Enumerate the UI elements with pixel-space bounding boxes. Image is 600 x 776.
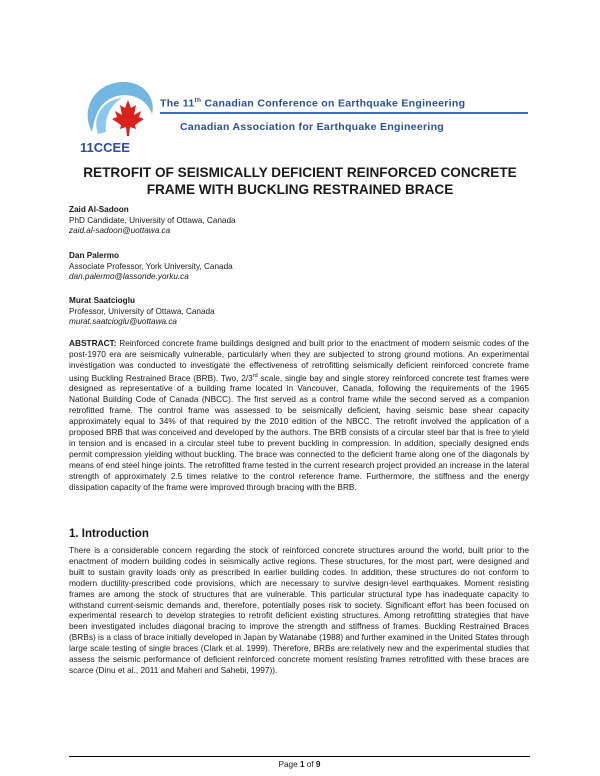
author-name: Dan Palermo <box>69 251 120 260</box>
author-affiliation: Professor, University of Ottawa, Canada <box>69 306 215 316</box>
section-heading: 1. Introduction <box>69 528 149 540</box>
author-block <box>69 251 233 283</box>
logo-text: 11CCEE <box>80 140 130 155</box>
author-name: Murat Saatcioglu <box>69 296 135 305</box>
abstract-label: ABSTRACT: <box>69 338 117 348</box>
author-email: dan.palermo@lassonde.yorku.ca <box>69 272 189 282</box>
author-name: Zaid Al-Sadoon <box>69 205 129 214</box>
author-email: zaid.al-sadoon@uottawa.ca <box>69 226 171 236</box>
author-block <box>69 296 215 328</box>
footer-rule <box>69 756 530 757</box>
author-affiliation: Associate Professor, York University, Canada <box>69 261 233 271</box>
association-title: Canadian Association for Earthquake Engineering <box>180 121 445 133</box>
page-footer: Page 1 of 9 <box>278 760 321 769</box>
author-block <box>69 205 236 237</box>
header-rule <box>160 112 528 114</box>
conference-title: The 11th Canadian Conference on Earthquake Engineering <box>160 97 466 110</box>
author-email: murat.saatcioglu@uottawa.ca <box>69 317 177 327</box>
paper-title: RETROFIT OF SEISMICALLY DEFICIENT REINFORCED CONCRETE FRAME WITH BUCKLING RESTRAINED BRACE <box>83 165 517 197</box>
conference-logo <box>72 70 164 162</box>
abstract: ABSTRACT: Reinforced concrete frame buildings designed and built prior to the enactment of modern seismic codes of the post-1970 era are seismically vulnerable, particularly when they are subjected to strong ground motions. An experimental investigation was conducted to investigate the effectiveness of retrofitting seismically deficient reinforced concrete frame using Buckling Restrained Brace (BRB). Two, 2/3rd scale, single bay and single storey reinforced concrete test frames were designed as representative of a building frame located in Vancouver, Canada, following the requirements of the 1965 National Building Code of Canada (NBCC). The first served as a control frame while the second served as a companion retrofitted frame. The control frame was assessed to be seismically deficient, having seismic base shear capacity approximately equal to 34% of that required by the 2010 edition of the NBCC. The retrofit involved the application of a proposed BRB that was conceived and developed by the authors. The BRB consists of a circular steel bar that is free to yield in tension and is encased in a circular steel tube to prevent buckling in compression. In addition, specially designed ends permit compression yielding without buckling. The brace was connected to the deficient frame along one of the diagonals by means of end steel hinge joints. The retrofitted frame tested in the current research project provided an increase in the lateral strength of approximately 2.5 times relative to the control reference frame. Furthermore, the stiffness and the energy dissipation capacity of the frame were improved through bracing with the BRB. <box>69 338 529 492</box>
section-body: There is a considerable concern regarding the stock of reinforced concrete structures around the world, built prior to the enactment of modern building codes in seismically active regions. These structures, for the most part, were designed and built to sustain gravity loads only as prescribed in earlier building codes. In addition, these structures do not conform to modern ductility-prescribed code provisions, which are necessary to survive design-level earthquakes. Moment resisting frames are among the stock of structures that are vulnerable. This particular structural type has inadequate capacity to withstand current-seismic demands and, therefore, potentially poses risk to society. Significant effort has been focused on experimental research to develop strategies to retrofit deficient existing structures. Among retrofitting strategies that have been investigated includes diagonal bracing to improve the strength and stiffness of frames. Buckling Restrained Braces (BRBs) is a class of brace initially developed in Japan by Watanabe (1988) and further examined in the United States through large scale testing of single braces (Clark et al. 1999). Therefore, BRBs are relatively new and the experimental studies that assess the seismic performance of deficient reinforced concrete moment resisting frames retrofitted with these braces are scarce (Dinu et al., 2011 and Maheri and Sahebi, 1997)). <box>69 545 529 675</box>
author-affiliation: PhD Candidate, University of Ottawa, Canada <box>69 215 236 225</box>
